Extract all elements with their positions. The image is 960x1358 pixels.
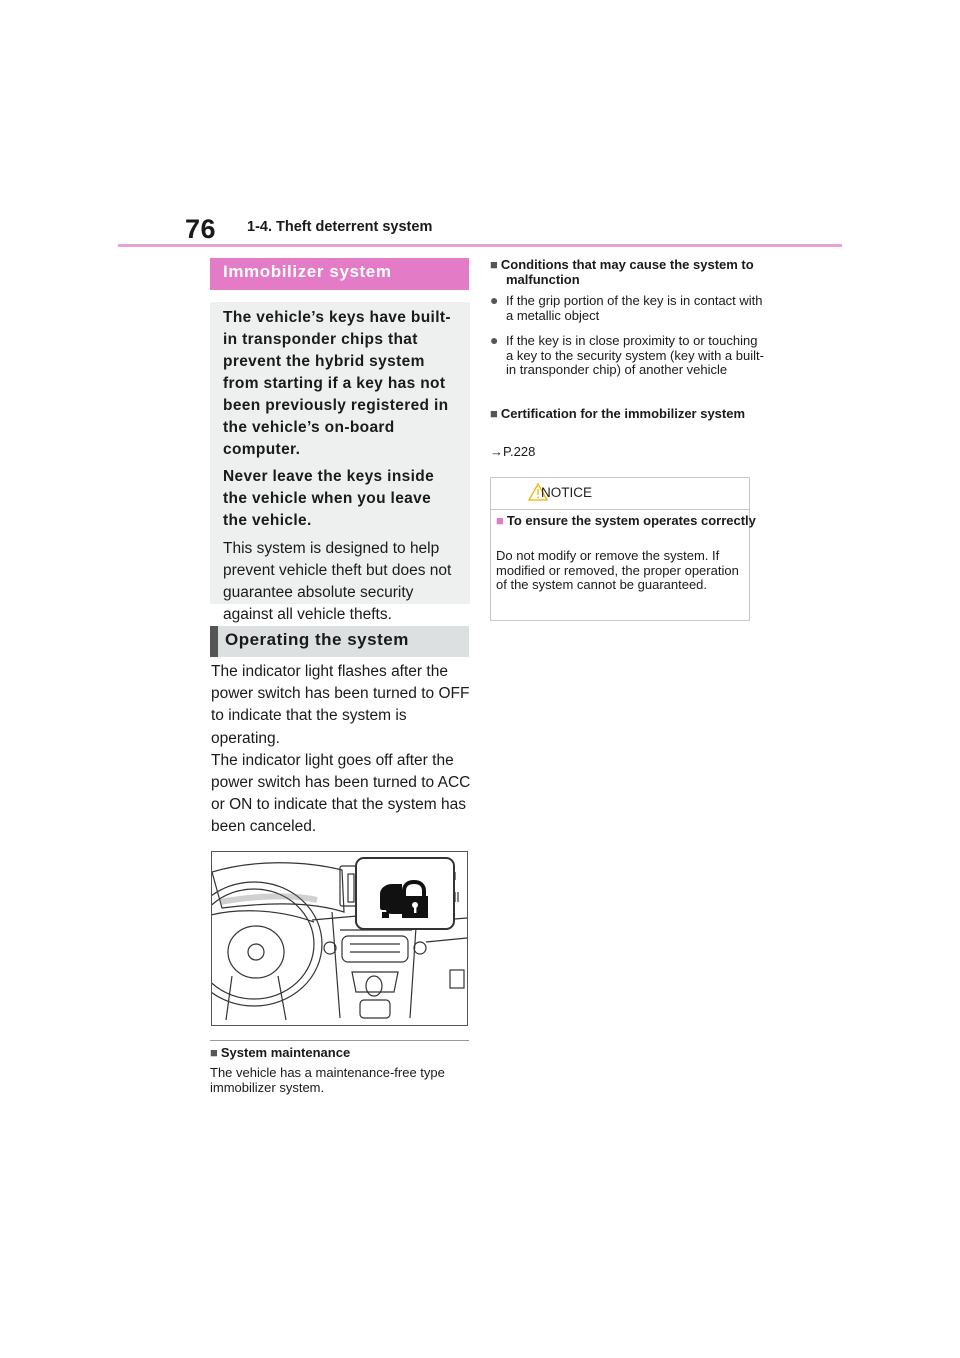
condition-text-2: If the key is in close proximity to or touching a key to the security system (key with a built-in transponder chip) of another vehicle [506, 333, 764, 377]
operating-description [211, 661, 473, 839]
illustration-divider [210, 1040, 469, 1041]
indicator-light-icon [378, 880, 434, 920]
page-number: 76 [185, 214, 217, 244]
notice-label: NOTICE [541, 485, 593, 500]
section-title: 1-4. Theft deterrent system [247, 219, 433, 235]
operating-text-2: The indicator light goes off after the power switch has been turned to ACC or ON to indicate that the system has been canceled. [211, 751, 471, 836]
section-marker: ■ [496, 513, 504, 528]
maintenance-heading [210, 1045, 350, 1060]
bullet-dot-icon: ● [490, 292, 499, 308]
dashboard-illustration [211, 851, 468, 1026]
section-marker: ■ [210, 1045, 218, 1060]
immobilizer-para-1: The vehicle’s keys have built-in transponder chips that prevent the hybrid system from starting if a key has not been previously registered in the vehicle’s on-board computer. [223, 309, 451, 458]
section-marker: ■ [490, 257, 498, 272]
condition-text-1: If the grip portion of the key is in contact with a metallic object [506, 293, 763, 323]
immobilizer-summary-box [210, 302, 470, 623]
dashboard-drawing [212, 852, 467, 1025]
maintenance-heading-text: System maintenance [220, 1045, 351, 1060]
immobilizer-para-3: This system is designed to help prevent vehicle theft but does not guarantee absolute security against all vehicle thefts. [223, 540, 452, 623]
condition-bullet-1 [490, 293, 768, 323]
notice-heading-text: To ensure the system operates correctly [506, 513, 756, 528]
operating-text-1: The indicator light flashes after the power switch has been turned to OFF to indicate that the system is operating. [211, 663, 470, 747]
certification-page-reference[interactable]: →P.228 [490, 444, 536, 459]
header-rule [118, 244, 842, 247]
certification-heading-text: Certification for the immobilizer system [500, 406, 746, 421]
immobilizer-para-2: Never leave the keys inside the vehicle when you leave the vehicle. [223, 468, 435, 529]
immobilizer-heading-banner [210, 258, 469, 290]
conditions-heading [490, 257, 771, 287]
condition-bullet-2 [490, 333, 768, 378]
certification-heading [490, 406, 771, 421]
notice-title-row [491, 478, 749, 510]
bullet-dot-icon: ● [490, 332, 499, 348]
maintenance-body: The vehicle has a maintenance-free type immobilizer system. [210, 1065, 445, 1095]
operating-heading: Operating the system [225, 630, 409, 649]
notice-box [490, 477, 756, 621]
immobilizer-heading: Immobilizer system [223, 262, 392, 281]
notice-body: Do not modify or remove the system. If modified or removed, the proper operation of the system cannot be guaranteed. [496, 548, 739, 592]
operating-heading-banner [210, 626, 469, 657]
section-marker: ■ [490, 406, 498, 421]
notice-heading [496, 513, 762, 528]
conditions-heading-text: Conditions that may cause the system to malfunction [500, 257, 754, 287]
